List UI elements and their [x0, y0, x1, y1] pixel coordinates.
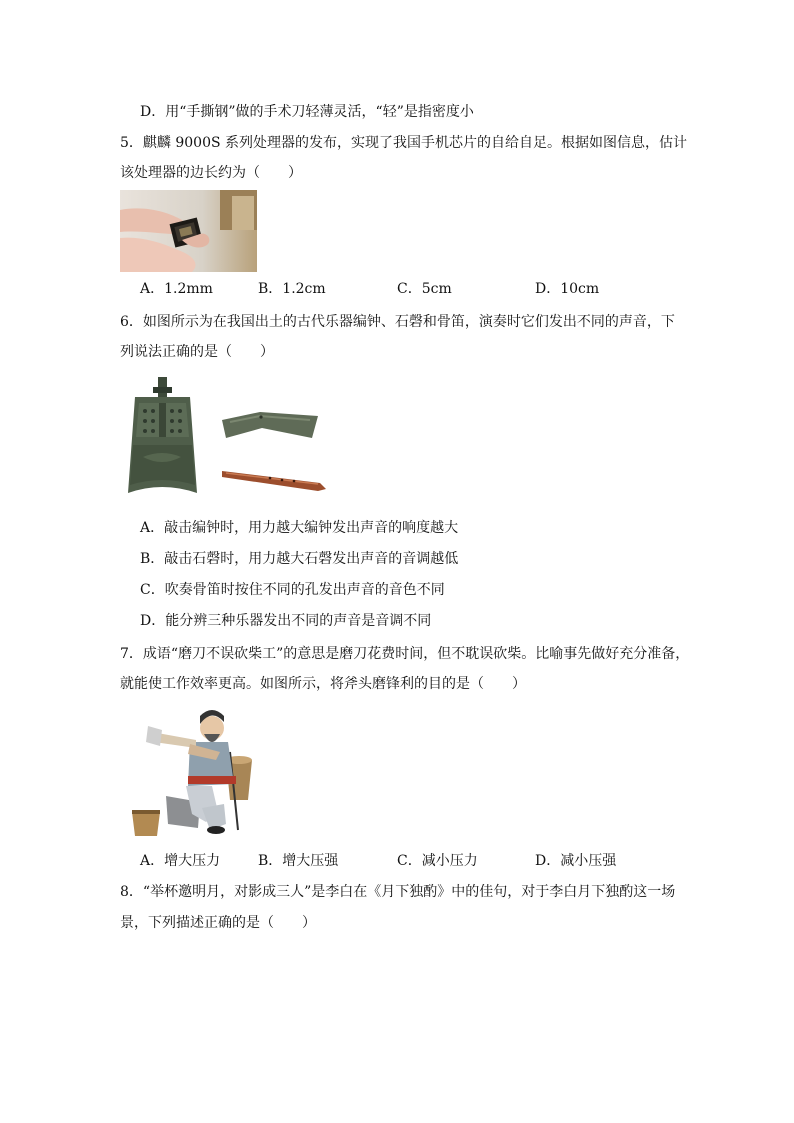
q5-stem-line2: 该处理器的边长约为（ ）: [120, 165, 302, 181]
q8-stem-line2: 景，下列描述正确的是（ ）: [120, 915, 316, 931]
q6-option-c: C．吹奏骨笛时按住不同的孔发出声音的音色不同: [140, 582, 445, 598]
q4-option-d: D．用“手撕钢”做的手术刀轻薄灵活，“轻”是指密度小: [140, 104, 474, 120]
processor-chip-photo: [120, 190, 257, 272]
q7-stem-line2: 就能使工作效率更高。如图所示，将斧头磨锋利的目的是（ ）: [120, 676, 526, 692]
q6-option-a: A．敲击编钟时，用力越大编钟发出声音的响度越大: [140, 520, 459, 536]
q5-option-c: C．5cm: [397, 281, 452, 297]
q6-option-b: B．敲击石磬时，用力越大石磬发出声音的音调越低: [140, 551, 459, 567]
q8-stem-line1: 8．“举杯邀明月，对影成三人”是李白在《月下独酌》中的佳句，对于李白月下独酌这一场: [120, 884, 676, 900]
q7-option-b: B．增大压强: [258, 853, 339, 869]
q7-option-a: A．增大压力: [140, 853, 221, 869]
q5-option-d: D．10cm: [535, 281, 600, 297]
q6-stem-line2: 列说法正确的是（ ）: [120, 344, 274, 360]
q5-option-a: A．1.2mm: [140, 281, 213, 297]
bone-flute-photo: [220, 465, 330, 493]
q6-stem-line1: 6．如图所示为在我国出土的古代乐器编钟、石磬和骨笛，演奏时它们发出不同的声音，下: [120, 314, 675, 330]
q7-option-d: D．减小压强: [535, 853, 617, 869]
q5-option-b: B．1.2cm: [258, 281, 326, 297]
q6-option-d: D．能分辨三种乐器发出不同的声音是音调不同: [140, 613, 432, 629]
q7-stem-line1: 7．成语“磨刀不误砍柴工”的意思是磨刀花费时间，但不耽误砍柴。比喻事先做好充分准备，: [120, 646, 690, 662]
q5-stem-line1: 5．麒麟 9000S 系列处理器的发布，实现了我国手机芯片的自给自足。根据如图信息，估计: [120, 135, 688, 151]
shiqing-chime-photo: [220, 410, 320, 442]
bianzhong-bell-photo: [125, 375, 200, 500]
knife-sharpening-illustration: [130, 704, 256, 840]
q7-option-c: C．减小压力: [397, 853, 478, 869]
